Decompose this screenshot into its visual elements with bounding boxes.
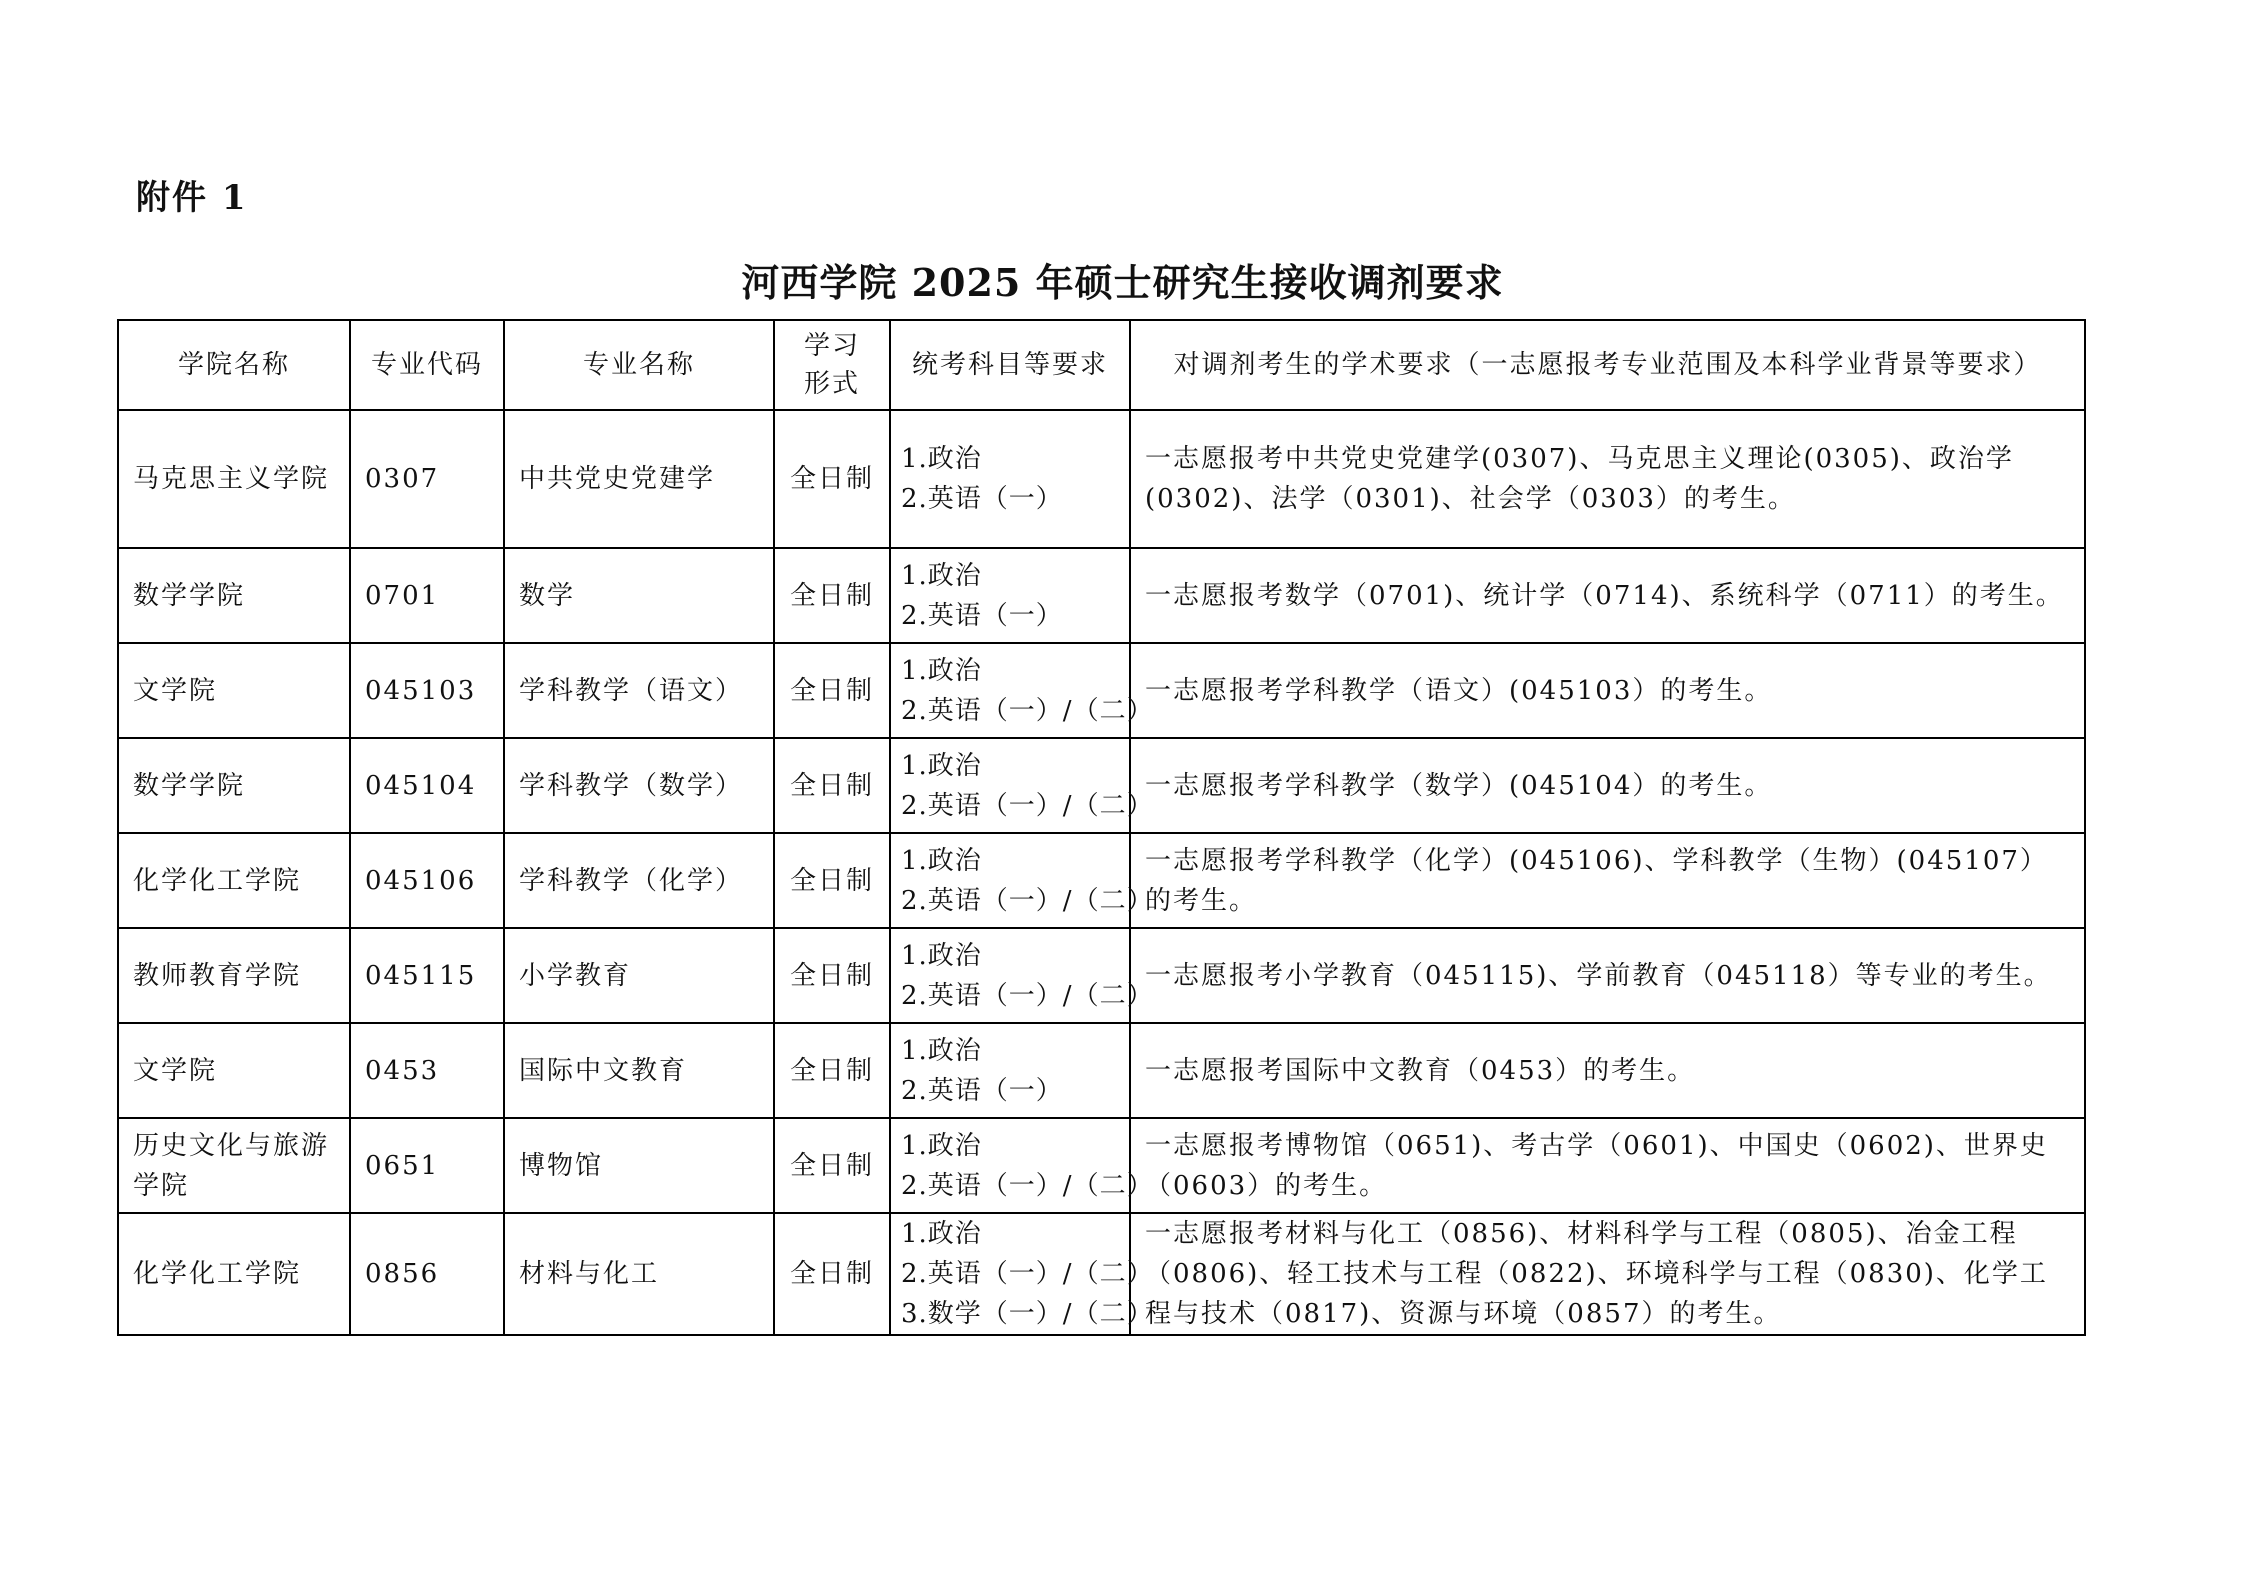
subject-line: 2.英语（一） [901,600,1063,631]
cell-mode: 全日制 [774,1023,890,1118]
cell-mode: 全日制 [774,643,890,738]
subject-line: 1.政治 [901,655,982,686]
header-college: 学院名称 [118,320,350,410]
cell-subjects [890,928,1154,1023]
subject-line: 1.政治 [901,845,982,876]
cell-subjects [890,643,1154,738]
subject-line: 3.数学（一）/（二） [901,1299,1154,1329]
table-row [118,643,2085,738]
cell-mode: 全日制 [774,410,890,548]
cell-requirement: 一志愿报考博物馆（0651)、考古学（0601)、中国史（0602)、世界史（0603）的考生。 [1130,1118,2085,1213]
cell-college: 马克思主义学院 [118,410,350,548]
cell-major: 学科教学（化学） [504,833,774,928]
cell-major: 中共党史党建学 [504,410,774,548]
cell-code: 045104 [350,738,504,833]
cell-mode: 全日制 [774,1118,890,1213]
cell-subjects [890,1118,1154,1213]
cell-major: 学科教学（数学） [504,738,774,833]
header-requirements: 对调剂考生的学术要求（一志愿报考专业范围及本科学业背景等要求） [1130,320,2085,410]
cell-college: 文学院 [118,1023,350,1118]
header-subjects: 统考科目等要求 [890,320,1130,410]
cell-major: 小学教育 [504,928,774,1023]
subject-line: 2.英语（一）/（二） [901,790,1154,821]
cell-college: 数学学院 [118,548,350,643]
table-row [118,1023,2085,1118]
cell-requirement: 一志愿报考学科教学（化学）(045106)、学科教学（生物）(045107）的考生。 [1130,833,2085,928]
cell-major: 材料与化工 [504,1213,774,1335]
cell-college: 化学化工学院 [118,833,350,928]
cell-code: 045106 [350,833,504,928]
table-row [118,928,2085,1023]
table-row [118,1118,2085,1213]
subject-line: 2.英语（一）/（二） [901,980,1154,1011]
cell-mode: 全日制 [774,1213,890,1335]
table-row [118,548,2085,643]
cell-mode: 全日制 [774,738,890,833]
cell-code: 045115 [350,928,504,1023]
subject-line: 1.政治 [901,444,982,474]
cell-requirement: 一志愿报考学科教学（数学）(045104）的考生。 [1130,738,2085,833]
cell-code: 0856 [350,1213,504,1335]
cell-mode: 全日制 [774,548,890,643]
header-code: 专业代码 [350,320,504,410]
admission-requirements-table [117,319,2086,1336]
subject-line: 1.政治 [901,560,982,591]
cell-major: 学科教学（语文） [504,643,774,738]
cell-code: 045103 [350,643,504,738]
table-row [118,410,2085,548]
cell-subjects [890,1213,1154,1335]
cell-major: 博物馆 [504,1118,774,1213]
cell-college: 历史文化与旅游学院 [118,1118,350,1213]
cell-college: 化学化工学院 [118,1213,350,1335]
cell-requirement: 一志愿报考中共党史党建学(0307)、马克思主义理论(0305)、政治学(0302)、法学（0301)、社会学（0303）的考生。 [1130,410,2085,548]
cell-code: 0453 [350,1023,504,1118]
document-title: 河西学院 2025 年硕士研究生接收调剂要求 [741,260,1504,305]
subject-line: 1.政治 [901,940,982,971]
header-mode-line1: 学习 [803,331,860,361]
cell-subjects [890,548,1130,643]
cell-mode: 全日制 [774,928,890,1023]
header-mode-line2: 形式 [803,369,860,399]
cell-subjects [890,410,1130,548]
cell-requirement: 一志愿报考学科教学（语文）(045103）的考生。 [1130,643,2085,738]
cell-mode: 全日制 [774,833,890,928]
cell-requirement: 一志愿报考数学（0701)、统计学（0714)、系统科学（0711）的考生。 [1130,548,2085,643]
subject-line: 2.英语（一）/（二） [901,1170,1154,1201]
cell-requirement: 一志愿报考国际中文教育（0453）的考生。 [1130,1023,2085,1118]
subject-line: 2.英语（一）/（二） [901,695,1154,726]
cell-code: 0307 [350,410,504,548]
table-header-row [118,320,2085,410]
cell-college: 数学学院 [118,738,350,833]
table-row [118,1213,2085,1335]
subject-line: 1.政治 [901,1035,982,1066]
cell-subjects [890,1023,1130,1118]
attachment-label: 附件 1 [136,178,248,218]
subject-line: 1.政治 [901,1130,982,1161]
table-row [118,833,2085,928]
cell-major: 数学 [504,548,774,643]
subject-line: 2.英语（一） [901,484,1063,514]
subject-line: 1.政治 [901,1219,982,1249]
subject-line: 2.英语（一）/（二） [901,1259,1154,1289]
cell-subjects [890,833,1154,928]
cell-code: 0701 [350,548,504,643]
subject-line: 2.英语（一） [901,1075,1063,1106]
header-major: 专业名称 [504,320,774,410]
header-mode [774,320,890,410]
cell-college: 教师教育学院 [118,928,350,1023]
subject-line: 2.英语（一）/（二） [901,885,1154,916]
cell-requirement: 一志愿报考材料与化工（0856)、材料科学与工程（0805)、冶金工程（0806)、轻工技术与工程（0822)、环境科学与工程（0830)、化学工程与技术（0817)、资源与环境（0857）的考生。 [1130,1213,2085,1335]
table-row [118,738,2085,833]
cell-major: 国际中文教育 [504,1023,774,1118]
cell-code: 0651 [350,1118,504,1213]
subject-line: 1.政治 [901,750,982,781]
cell-subjects [890,738,1154,833]
cell-requirement: 一志愿报考小学教育（045115)、学前教育（045118）等专业的考生。 [1130,928,2085,1023]
cell-college: 文学院 [118,643,350,738]
